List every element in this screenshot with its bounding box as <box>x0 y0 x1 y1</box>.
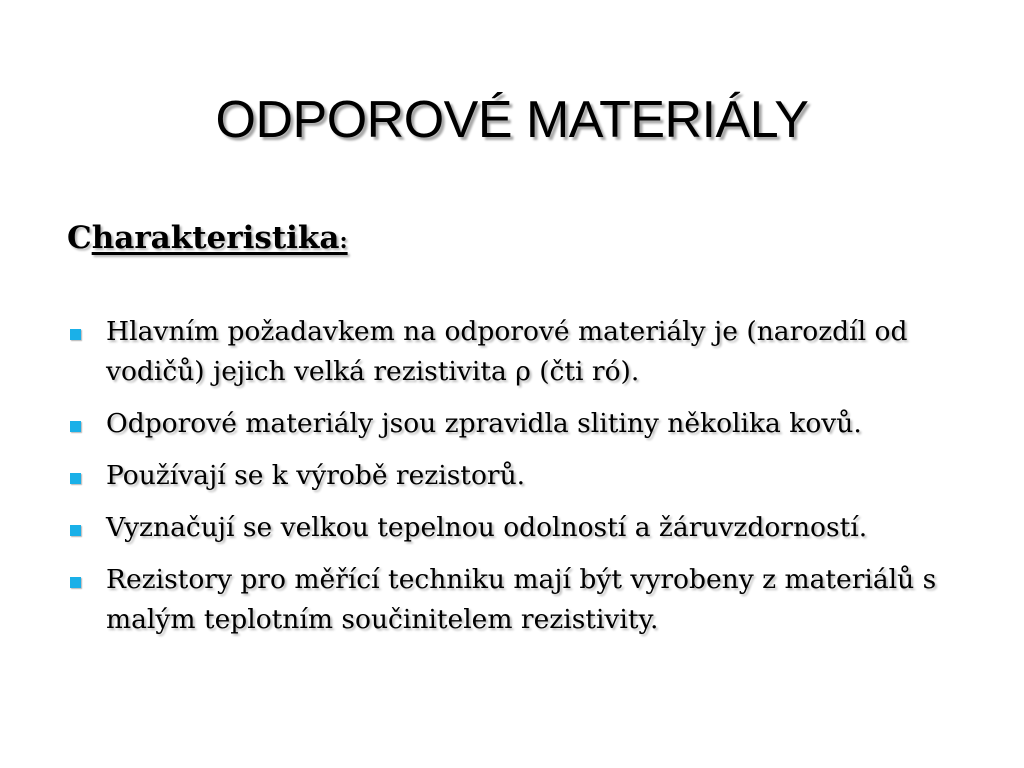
square-bullet-icon <box>70 473 81 484</box>
bullet-item <box>68 312 998 392</box>
slide-title: ODPOROVÉ MATERIÁLY <box>215 91 809 149</box>
bullet-item <box>68 560 998 640</box>
bullet-text: Vyznačují se velkou tepelnou odolností a žáruvzdorností. <box>106 512 868 543</box>
bullet-item <box>68 508 998 548</box>
square-bullet-icon <box>70 329 81 340</box>
bullet-text: Rezistory pro měřící techniku mají být vyrobeny z materiálů s malým teplotním součinitelem rezistivity. <box>106 564 937 635</box>
bullet-text: Používají se k výrobě rezistorů. <box>106 460 526 491</box>
bullet-list <box>68 312 998 652</box>
bullet-text: Odporové materiály jsou zpravidla slitiny několika kovů. <box>106 408 862 439</box>
square-bullet-icon <box>70 421 81 432</box>
section-heading-first-letter: C <box>67 220 92 256</box>
section-heading <box>67 218 348 261</box>
square-bullet-icon <box>70 577 81 588</box>
section-heading-text <box>92 220 348 256</box>
bullet-item <box>68 456 998 496</box>
bullet-item <box>68 404 998 444</box>
bullet-text: Hlavním požadavkem na odporové materiály je (narozdíl od vodičů) jejich velká rezistivita ρ (čti ró). <box>106 316 908 387</box>
section-heading-colon: : <box>339 228 348 254</box>
section-heading-rest: harakteristika <box>91 220 340 256</box>
square-bullet-icon <box>70 525 81 536</box>
